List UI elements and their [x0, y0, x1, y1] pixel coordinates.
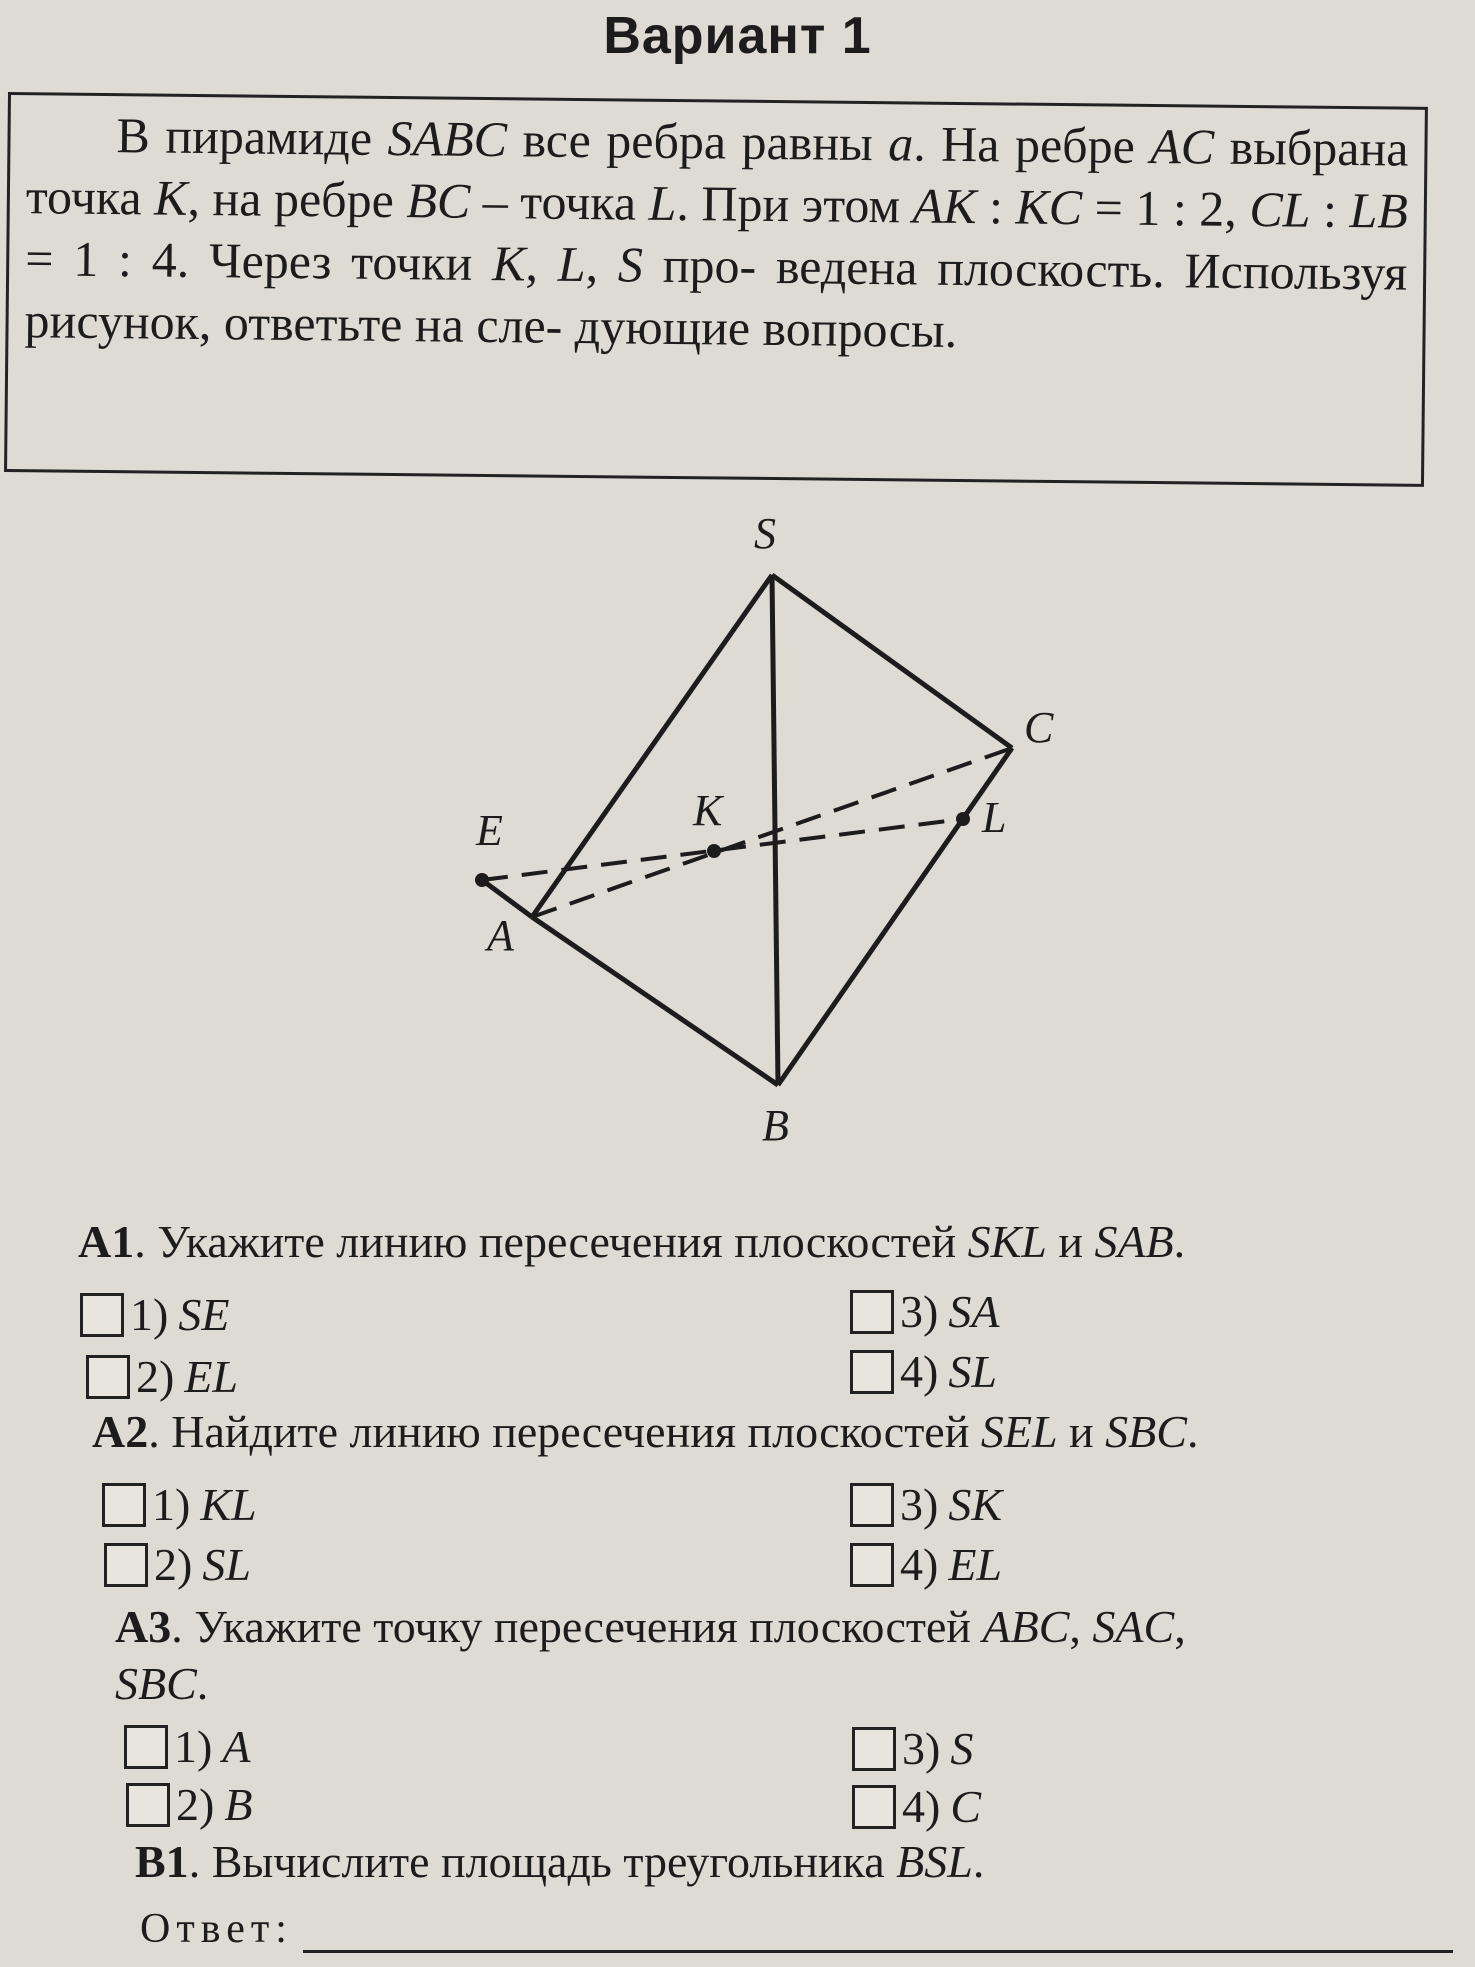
- edge-SA: [532, 575, 772, 917]
- question-B1-text: B1. Вычислите площадь треугольника BSL.: [135, 1836, 985, 1887]
- option-A1-3[interactable]: 3) SA: [850, 1285, 999, 1338]
- label-L: L: [982, 793, 1007, 842]
- question-A1-text: A1. Укажите линию пересечения плоскостей SKL и SAB.: [78, 1216, 1186, 1267]
- option-A1-4[interactable]: 4) SL: [850, 1345, 997, 1398]
- edge-BC: [778, 748, 1012, 1085]
- point-E: [475, 873, 489, 887]
- edge-SC: [772, 575, 1012, 748]
- option-A3-2[interactable]: 2) B: [126, 1778, 252, 1831]
- option-A2-4[interactable]: 4) EL: [850, 1538, 1002, 1591]
- checkbox[interactable]: [86, 1355, 130, 1399]
- question-A1: [78, 1215, 1185, 1268]
- option-A2-3[interactable]: 3) SK: [850, 1478, 1002, 1531]
- option-A3-4[interactable]: 4) C: [852, 1780, 981, 1833]
- question-A3: [115, 1600, 1186, 1710]
- option-A2-2[interactable]: 2) SL: [104, 1538, 251, 1591]
- answer-row: [140, 1905, 1453, 1953]
- question-A3-text-cont: SBC.: [115, 1658, 209, 1709]
- option-A3-3[interactable]: 3) S: [852, 1722, 973, 1775]
- pyramid-diagram: [0, 480, 1475, 1180]
- checkbox[interactable]: [852, 1727, 896, 1771]
- label-S: S: [754, 509, 776, 558]
- question-A2: [92, 1405, 1198, 1458]
- page-title: Вариант 1: [603, 7, 872, 65]
- question-A3-text: A3. Укажите точку пересечения плоскостей ABC, SAC,: [115, 1601, 1186, 1652]
- option-A1-1[interactable]: 1) SE: [80, 1288, 229, 1341]
- checkbox[interactable]: [124, 1725, 168, 1769]
- checkbox[interactable]: [80, 1293, 124, 1337]
- label-E: E: [476, 806, 503, 855]
- option-A1-2[interactable]: 2) EL: [86, 1350, 238, 1403]
- label-B: B: [762, 1101, 789, 1150]
- edge-AB: [532, 917, 778, 1085]
- checkbox[interactable]: [852, 1785, 896, 1829]
- checkbox[interactable]: [104, 1543, 148, 1587]
- question-B1: [135, 1835, 984, 1888]
- checkbox[interactable]: [102, 1483, 146, 1527]
- question-A2-text: A2. Найдите линию пересечения плоскостей SEL и SBC.: [92, 1406, 1199, 1457]
- line-EL-hidden: [482, 819, 963, 880]
- checkbox[interactable]: [850, 1350, 894, 1394]
- checkbox[interactable]: [850, 1290, 894, 1334]
- point-L: [956, 812, 970, 826]
- answer-label: Ответ:: [140, 1906, 293, 1952]
- option-A2-1[interactable]: 1) KL: [102, 1478, 257, 1531]
- checkbox[interactable]: [850, 1483, 894, 1527]
- task-statement-box: [4, 92, 1428, 487]
- point-K: [707, 844, 721, 858]
- checkbox[interactable]: [850, 1543, 894, 1587]
- checkbox[interactable]: [126, 1783, 170, 1827]
- label-K: K: [693, 786, 723, 835]
- task-statement: В пирамиде SABC все ребра равны a. На ребре AC выбрана точка K, на ребре BC – точка L. При этом AK : KC = 1 : 2, CL : LB = 1 : 4. Через точки K, L, S про- ведена плоскость. Используя рисунок, ответьте на сле- дующие вопросы.: [24, 107, 1409, 358]
- label-A: A: [487, 911, 514, 960]
- option-A3-1[interactable]: 1) A: [124, 1720, 250, 1773]
- answer-field[interactable]: [303, 1916, 1453, 1953]
- label-C: C: [1024, 703, 1054, 752]
- pyramid-figure: [0, 480, 1475, 1180]
